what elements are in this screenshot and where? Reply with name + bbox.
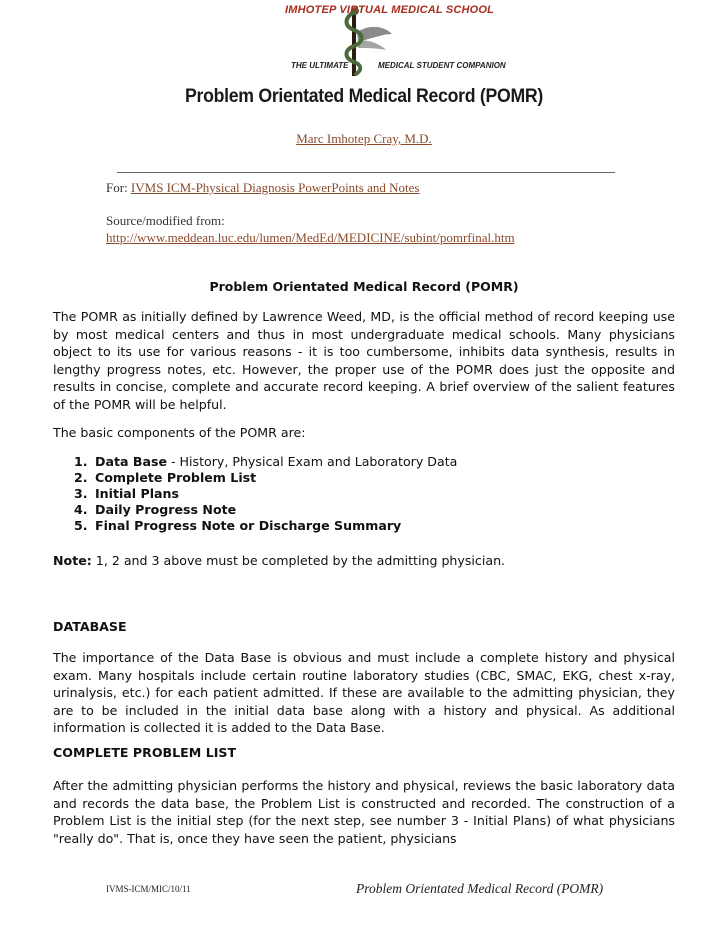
list-item bbox=[74, 518, 457, 534]
note-label: Note: bbox=[53, 553, 92, 568]
list-item-title: Data Base bbox=[95, 454, 167, 469]
note bbox=[53, 553, 505, 568]
list-number: 1. bbox=[74, 454, 88, 469]
intro-paragraph: The POMR as initially defined by Lawrence Weed, MD, is the official method of record keeping use by most medical centers and thus in most undergraduate medical schools. Many physicians object to its use for various reasons - it is too cumbersome, inhibits data synthesis, results in lengthy progress notes, etc. However, the proper use of the POMR does just the opposite and results in concise, complete and accurate record keeping. A brief overview of the salient features of the POMR will be helpful. bbox=[53, 309, 675, 412]
source-label: Source/modified from: bbox=[106, 213, 225, 228]
database-paragraph: The importance of the Data Base is obvious and must include a complete history and physical exam. Many hospitals include certain routine laboratory studies (CBC, SMAC, EKG, chest x-ray, urinalysis, etc.) for each patient admitted. If these are available to the admitting physician, they are to be included in the initial data base along with a history and physical. As additional information is collected it is added to the Data Base. bbox=[53, 650, 675, 736]
tagline-left: THE ULTIMATE bbox=[291, 61, 349, 70]
for-link[interactable]: IVMS ICM-Physical Diagnosis PowerPoints and Notes bbox=[130, 180, 420, 195]
list-number: 4. bbox=[74, 502, 88, 517]
footer-code: IVMS-ICM/MIC/10/11 bbox=[106, 884, 191, 894]
database-heading: DATABASE bbox=[53, 619, 127, 634]
problem-list-paragraph: After the admitting physician performs the history and physical, reviews the basic laboratory data and records the data base, the Problem List is constructed and recorded. The construction of a Problem List is the initial step (for the next step, see number 3 - Initial Plans) of what physicians "really do". That is, once they have seen the patient, physicians bbox=[53, 778, 675, 846]
list-item bbox=[74, 486, 457, 502]
tagline-right: MEDICAL STUDENT COMPANION bbox=[378, 61, 506, 70]
components-list bbox=[74, 454, 457, 534]
note-text: 1, 2 and 3 above must be completed by the admitting physician. bbox=[91, 553, 506, 568]
list-item bbox=[74, 502, 457, 518]
school-name: IMHOTEP VIRTUAL MEDICAL SCHOOL bbox=[285, 4, 495, 16]
list-item-title: Complete Problem List bbox=[95, 470, 257, 485]
for-line bbox=[106, 180, 419, 196]
list-item-title: Initial Plans bbox=[95, 486, 180, 501]
section-title: Problem Orientated Medical Record (POMR) bbox=[209, 279, 519, 294]
list-number: 3. bbox=[74, 486, 88, 501]
list-number: 5. bbox=[74, 518, 88, 533]
list-number: 2. bbox=[74, 470, 88, 485]
list-item-text: - History, Physical Exam and Laboratory Data bbox=[167, 454, 458, 469]
list-item-title: Final Progress Note or Discharge Summary bbox=[95, 518, 402, 533]
components-intro: The basic components of the POMR are: bbox=[53, 425, 306, 440]
for-label: For: bbox=[106, 180, 131, 195]
author-link[interactable]: Marc Imhotep Cray, M.D. bbox=[296, 131, 432, 146]
document-title: Problem Orientated Medical Record (POMR) bbox=[184, 86, 544, 107]
list-item bbox=[74, 470, 457, 486]
divider bbox=[117, 172, 615, 173]
source-url-link[interactable]: http://www.meddean.luc.edu/lumen/MedEd/MEDICINE/subint/pomrfinal.htm bbox=[106, 230, 515, 245]
list-item-title: Daily Progress Note bbox=[95, 502, 237, 517]
list-item bbox=[74, 454, 457, 470]
problem-list-heading: COMPLETE PROBLEM LIST bbox=[53, 745, 237, 760]
footer-title: Problem Orientated Medical Record (POMR) bbox=[356, 881, 604, 896]
